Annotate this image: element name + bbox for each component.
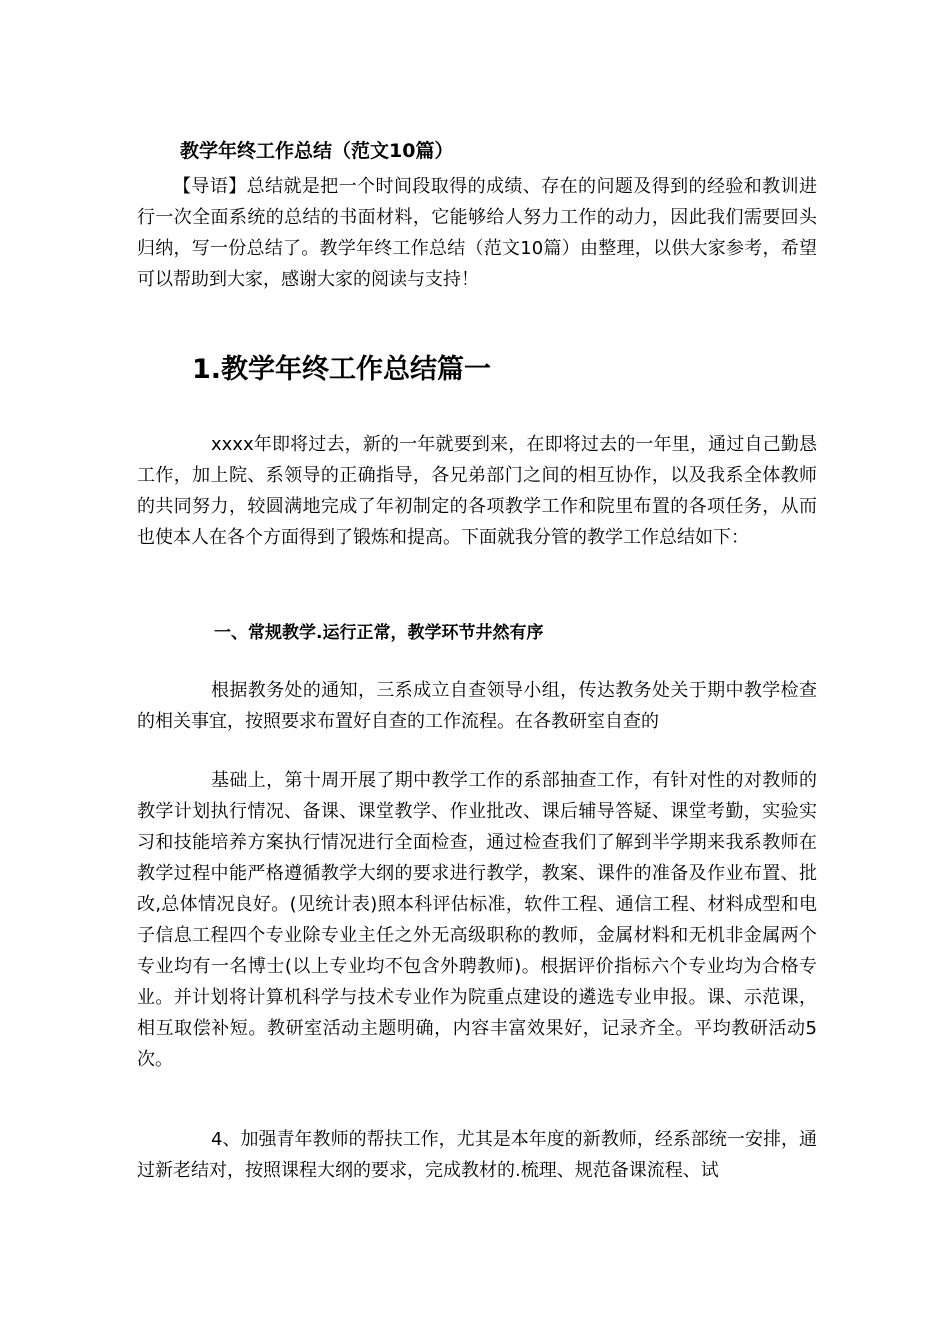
document-title: 教学年终工作总结（范文10篇） [180, 140, 454, 162]
body-paragraph-4: 4、加强青年教师的帮扶工作，尤其是本年度的新教师，经系部统一安排，通过新老结对，按照课程大纲的要求，完成教材的.梳理、规范备课流程、试 [137, 1129, 817, 1181]
section-heading: 1.教学年终工作总结篇一 [192, 354, 492, 385]
body-paragraph-1: xxxx年即将过去，新的一年就要到来，在即将过去的一年里，通过自己勤恳工作，加上院、系领导的正确指导，各兄弟部门之间的相互协作，以及我系全体教师的共同努力，较圆满地完成了年初制定的各项教学工作和院里布置的各项任务，从而也使本人在各个方面得到了锻炼和提高。下面就我分管的教学工作总结如下： [137, 434, 817, 548]
body-paragraph-3: 基础上，第十周开展了期中教学工作的系部抽查工作，有针对性的对教师的教学计划执行情况、备课、课堂教学、作业批改、课后辅导答疑、课堂考勤，实验实习和技能培养方案执行情况进行全面检查，通过检查我们了解到半学期来我系教师在教学过程中能严格遵循教学大纲的要求进行教学，教案、课件的准备及作业布置、批改,总体情况良好。(见统计表)照本科评估标准，软件工程、通信工程、材料成型和电子信息工程四个专业除专业主任之外无高级职称的教师，金属材料和无机非金属两个专业均有一名博士(以上专业均不包含外聘教师)。根据评价指标六个专业均为合格专业。并计划将计算机科学与技术专业作为院重点建设的遴选专业申报。课、示范课，相互取偿补短。教研室活动主题明确，内容丰富效果好，记录齐全。平均教研活动5次。 [137, 770, 817, 1070]
intro-paragraph: 【导语】总结就是把一个时间段取得的成绩、存在的问题及得到的经验和教训进行一次全面系统的总结的书面材料，它能够给人努力工作的动力，因此我们需要回头归纳，写一份总结了。教学年终工作总结（范文10篇）由整理，以供大家参考，希望可以帮助到大家，感谢大家的阅读与支持！ [137, 176, 817, 290]
subheading-1: 一、常规教学.运行正常，教学环节井然有序 [214, 623, 544, 643]
body-paragraph-2: 根据教务处的通知，三系成立自查领导小组，传达教务处关于期中教学检查的相关事宜，按照要求布置好自查的工作流程。在各教研室自查的 [137, 680, 817, 732]
